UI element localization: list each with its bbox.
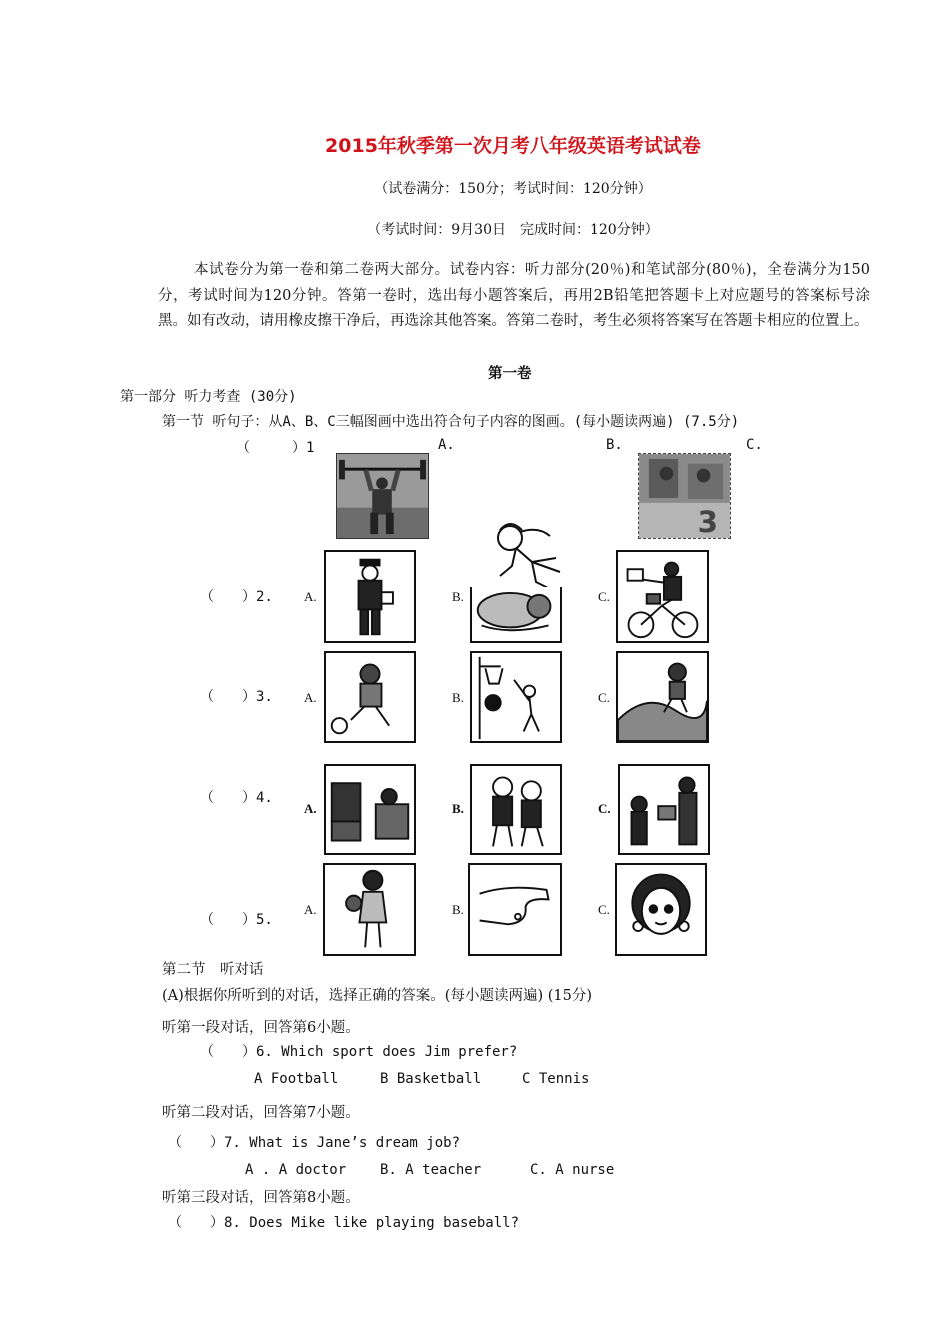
q5-number: （ ）5. bbox=[200, 912, 273, 928]
score-line: （试卷满分：150分；考试时间：120分钟） bbox=[374, 181, 652, 197]
q5-option-a: A. bbox=[304, 902, 317, 917]
boy-hiking-icon bbox=[616, 651, 709, 743]
page-title: 2015年秋季第一次月考八年级英语考试试卷 bbox=[325, 135, 701, 157]
q8-stem: （ ）8. Does Mike like playing baseball? bbox=[168, 1215, 520, 1231]
q5-option-b: B. bbox=[452, 902, 464, 917]
date-line: （考试时间：9月30日 完成时间：120分钟） bbox=[367, 222, 659, 238]
volume-heading: 第一卷 bbox=[488, 366, 532, 382]
q3-option-c: C. bbox=[598, 690, 610, 705]
q7-option-b: B. A teacher bbox=[380, 1162, 482, 1178]
q3-option-b: B. bbox=[452, 690, 464, 705]
section2a-title: (A)根据你所听到的对话，选择正确的答案。(每小题读两遍) (15分) bbox=[162, 988, 592, 1004]
q3-number: （ ）3. bbox=[200, 689, 273, 705]
astronaut-icon bbox=[470, 587, 562, 643]
q7-option-c: C. A nurse bbox=[530, 1162, 615, 1178]
instructions-paragraph: 本试卷分为第一卷和第二卷两大部分。试卷内容：听力部分(20％)和笔试部分(80％)，全卷满分为150分，考试时间为120分钟。答第一卷时，选出每小题答案后，再用2B铅笔把答题卡上对应题号的答案标号涂黑。如有改动，请用橡皮擦干净后，再选涂其他答案。答第二卷时，考生必须将答案写在答题卡相应的位置上。 bbox=[158, 262, 870, 329]
sports-photo bbox=[638, 453, 731, 539]
girl-curly-hair-icon bbox=[615, 863, 707, 956]
q7-option-a: A . A doctor bbox=[245, 1162, 347, 1178]
woman-holding-child-icon bbox=[323, 863, 416, 956]
weightlifter-photo bbox=[336, 453, 429, 539]
q5-option-c: C. bbox=[598, 902, 610, 917]
dialogue3-intro: 听第三段对话，回答第8小题。 bbox=[162, 1190, 360, 1206]
policeman-icon bbox=[324, 550, 416, 643]
q3-option-a: A. bbox=[304, 690, 317, 705]
dialogue2-intro: 听第二段对话，回答第7小题。 bbox=[162, 1105, 360, 1121]
q1-option-a: A. bbox=[438, 437, 455, 453]
q2-number: （ ）2. bbox=[200, 589, 273, 605]
dialogue1-intro: 听第一段对话，回答第6小题。 bbox=[162, 1020, 360, 1036]
giving-gift-icon bbox=[618, 764, 710, 855]
q6-stem: （ ）6. Which sport does Jim prefer? bbox=[200, 1044, 518, 1060]
boy-soccer-icon bbox=[324, 651, 416, 743]
part1-title: 第一部分 听力考查 (30分) bbox=[120, 389, 297, 405]
q7-stem: （ ）7. What is Jane’s dream job? bbox=[168, 1135, 461, 1151]
mailman-bicycle-icon bbox=[616, 550, 709, 643]
q4-number: （ ）4. bbox=[200, 790, 273, 806]
q6-option-b: B Basketball bbox=[380, 1071, 482, 1087]
section2-title: 第二节 听对话 bbox=[162, 962, 264, 978]
ice-skater-drawing bbox=[466, 497, 570, 585]
q2-option-a: A. bbox=[304, 589, 317, 604]
q1-option-b: B. bbox=[606, 437, 623, 453]
watching-tv-icon bbox=[324, 764, 416, 855]
basketball-player-icon bbox=[470, 651, 562, 743]
q4-option-a: A. bbox=[304, 801, 317, 816]
q6-option-a: A Football bbox=[254, 1071, 339, 1087]
friends-walking-icon bbox=[470, 764, 562, 855]
section1-title: 第一节 听句子：从A、B、C三幅图画中选出符合句子内容的图画。(每小题读两遍) (7.5分) bbox=[162, 414, 740, 430]
q6-option-c: C Tennis bbox=[522, 1071, 590, 1087]
q4-option-b: B. bbox=[452, 801, 464, 816]
q2-option-c: C. bbox=[598, 589, 610, 604]
q2-option-b: B. bbox=[452, 589, 464, 604]
q1-option-c: C. bbox=[746, 437, 763, 453]
hand-icon bbox=[468, 863, 562, 956]
q4-option-c: C. bbox=[598, 801, 611, 816]
photo-number: 3 bbox=[697, 505, 719, 538]
q1-number: （ ）1 bbox=[236, 440, 315, 456]
